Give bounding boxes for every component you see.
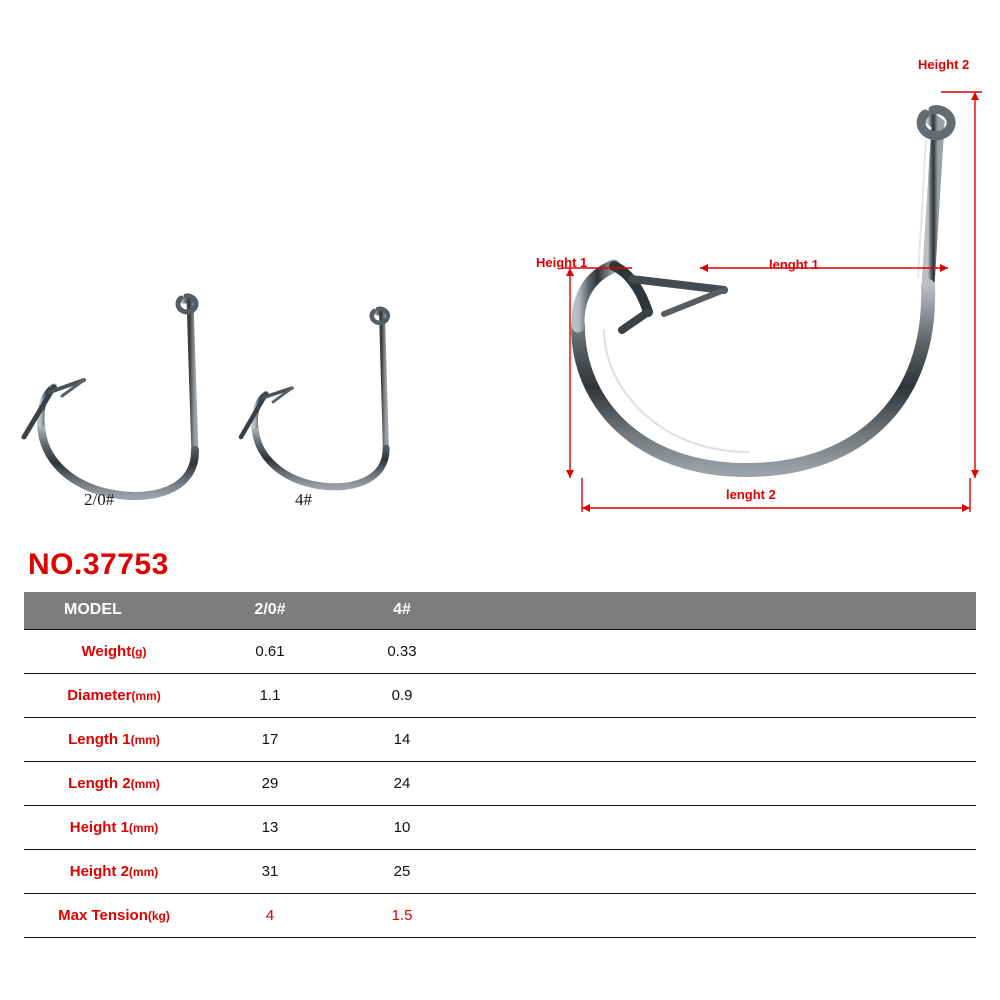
row-label-text: Max Tension bbox=[58, 906, 148, 924]
header-spacer bbox=[468, 592, 976, 629]
row-label-text: Length 2 bbox=[68, 774, 131, 792]
header-model-4: 4# bbox=[336, 592, 468, 629]
hook-label-4: 4# bbox=[295, 490, 312, 509]
row-label-height-2 bbox=[24, 849, 204, 893]
cell-length-1-4: 14 bbox=[336, 717, 468, 761]
table-row bbox=[24, 761, 976, 805]
row-label-text: Weight bbox=[81, 642, 132, 660]
hook-shape-large bbox=[578, 110, 951, 470]
cell-height-2-2-0: 31 bbox=[204, 849, 336, 893]
cell-empty bbox=[468, 717, 976, 761]
dimension-lines bbox=[562, 92, 982, 512]
row-label-text: Length 1 bbox=[68, 730, 131, 748]
cell-length-1-2-0: 17 bbox=[204, 717, 336, 761]
specification-table bbox=[24, 592, 976, 938]
dimension-label-height-1: Height 1 bbox=[536, 255, 588, 270]
cell-weight-4: 0.33 bbox=[336, 629, 468, 673]
cell-empty bbox=[468, 805, 976, 849]
table-row bbox=[24, 629, 976, 673]
cell-empty bbox=[468, 849, 976, 893]
header-model-2-0: 2/0# bbox=[204, 592, 336, 629]
row-label-max-tension bbox=[24, 893, 204, 937]
hook-label-2-0: 2/0# bbox=[84, 490, 115, 509]
row-label-unit: (mm) bbox=[130, 732, 160, 747]
row-label-diameter bbox=[24, 673, 204, 717]
dimension-label-height-2: Height 2 bbox=[918, 57, 970, 72]
dimension-label-length-1: lenght 1 bbox=[769, 257, 819, 272]
table-row bbox=[24, 893, 976, 937]
row-label-unit: (g) bbox=[131, 644, 147, 659]
hook-shape-4 bbox=[241, 309, 388, 487]
row-label-text: Height 1 bbox=[69, 818, 129, 836]
cell-max-tension-2-0: 4 bbox=[204, 893, 336, 937]
cell-empty bbox=[468, 761, 976, 805]
cell-empty bbox=[468, 629, 976, 673]
table-row bbox=[24, 673, 976, 717]
cell-max-tension-4: 1.5 bbox=[336, 893, 468, 937]
cell-diameter-4: 0.9 bbox=[336, 673, 468, 717]
cell-height-1-4: 10 bbox=[336, 805, 468, 849]
cell-empty bbox=[468, 673, 976, 717]
cell-height-1-2-0: 13 bbox=[204, 805, 336, 849]
row-label-length-2 bbox=[24, 761, 204, 805]
header-model: MODEL bbox=[24, 592, 204, 629]
cell-diameter-2-0: 1.1 bbox=[204, 673, 336, 717]
table-header-row bbox=[24, 592, 976, 629]
row-label-unit: (mm) bbox=[131, 688, 161, 703]
row-label-text: Height 2 bbox=[69, 862, 129, 880]
cell-length-2-2-0: 29 bbox=[204, 761, 336, 805]
table-row bbox=[24, 717, 976, 761]
row-label-text: Diameter bbox=[67, 686, 132, 704]
row-label-unit: (mm) bbox=[130, 776, 160, 791]
cell-height-2-4: 25 bbox=[336, 849, 468, 893]
table-body bbox=[24, 629, 976, 937]
page-title: NO.37753 bbox=[28, 548, 169, 581]
cell-weight-2-0: 0.61 bbox=[204, 629, 336, 673]
cell-length-2-4: 24 bbox=[336, 761, 468, 805]
row-label-unit: (mm) bbox=[128, 864, 159, 879]
row-label-length-1 bbox=[24, 717, 204, 761]
table-row bbox=[24, 805, 976, 849]
row-label-height-1 bbox=[24, 805, 204, 849]
row-label-unit: (mm) bbox=[128, 820, 159, 835]
row-label-unit: (kg) bbox=[147, 908, 170, 923]
dimension-label-length-2: lenght 2 bbox=[726, 487, 776, 502]
hook-shape-2-0 bbox=[24, 296, 196, 496]
table-header bbox=[24, 592, 976, 629]
cell-empty bbox=[468, 893, 976, 937]
row-label-weight bbox=[24, 629, 204, 673]
table-row bbox=[24, 849, 976, 893]
